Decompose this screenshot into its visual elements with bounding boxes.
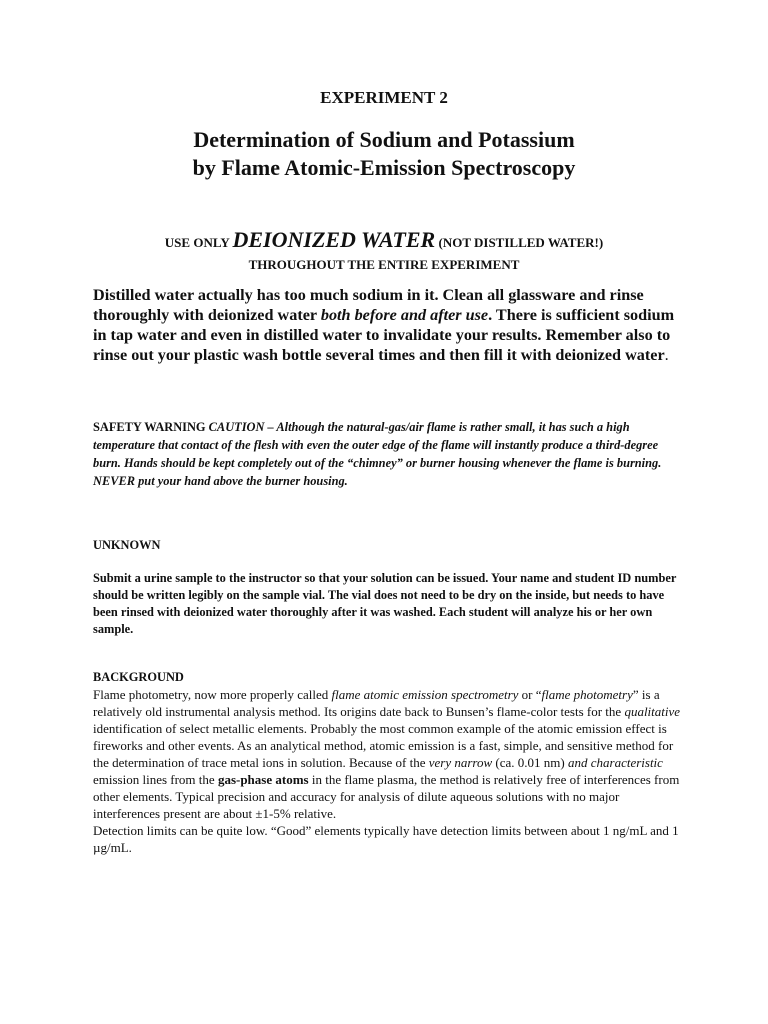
- bg-text-b: or “: [518, 687, 542, 702]
- intro-text-1: Distilled water actually has too much sodium in it. Clean all glassware and rinse thoroughly with deionized water: [93, 286, 644, 324]
- intro-text-2: . There is sufficient sodium in tap water and even in distilled water to invalidate your results. Remember also to rinse out your plastic wash bottle several times and then fill it with deionized water: [93, 306, 675, 364]
- intro-italic: both before and after use: [320, 306, 489, 324]
- bg-italic-1: flame atomic emission spectrometry: [331, 687, 519, 702]
- unknown-heading: UNKNOWN: [93, 538, 161, 552]
- water-notice: [0, 229, 768, 276]
- background-paragraph-1: [93, 686, 683, 822]
- safety-label: SAFETY WARNING: [93, 420, 209, 434]
- title-line-1: Determination of Sodium and Potassium: [193, 127, 575, 152]
- document-title: [0, 126, 768, 182]
- safety-text: CAUTION – Although the natural-gas/air flame is rather small, it has such a high temperature that contact of the flesh with even the outer edge of the flame will instantly produce a third-degree burn. Hands should be kept completely out of the “chimney” or burner housing whenever the flame is burning. NEVER put your hand above the burner housing.: [93, 420, 662, 488]
- notice-prefix: USE ONLY: [164, 235, 233, 250]
- water-notice-line-2: THROUGHOUT THE ENTIRE EXPERIMENT: [248, 257, 520, 272]
- bg-bold: gas-phase atoms: [217, 772, 309, 787]
- background-section: [93, 686, 683, 856]
- bg-text-f: emission lines from the: [93, 772, 218, 787]
- background-paragraph-2: Detection limits can be quite low. “Good” elements typically have detection limits between about 1 ng/mL and 1 µg/mL.: [93, 823, 679, 855]
- bg-italic-4: very narrow: [428, 755, 493, 770]
- bg-text-e: (ca. 0.01 nm): [492, 755, 568, 770]
- bg-italic-2: flame photometry: [541, 687, 633, 702]
- intro-end: .: [664, 346, 669, 364]
- intro-paragraph: [93, 285, 683, 365]
- bg-text-d: identification of select metallic elements. Probably the most common example of the atomic emission effect is fireworks and other events. As an analytical method, atomic emission is a fast, simple, and sensitive method for the determination of trace metal ions in solution. Because of the: [93, 721, 674, 770]
- bg-text-g: in the flame plasma, the method is relatively free of interferences from other elements. Typical precision and accuracy for analysis of dilute aqueous solutions with no major interferences present are about ±1-5% relative.: [93, 772, 680, 821]
- notice-suffix: (NOT DISTILLED WATER!): [435, 235, 604, 250]
- notice-emphasis: DEIONIZED WATER: [232, 227, 436, 252]
- experiment-number: EXPERIMENT 2: [320, 88, 448, 107]
- bg-italic-3: qualitative: [624, 704, 681, 719]
- background-heading: BACKGROUND: [93, 670, 184, 684]
- bg-text-a: Flame photometry, now more properly called: [93, 687, 332, 702]
- water-notice-line-1: [0, 229, 768, 254]
- safety-warning: [93, 418, 683, 490]
- title-line-2: by Flame Atomic-Emission Spectroscopy: [192, 155, 576, 180]
- bg-italic-5: and characteristic: [567, 755, 663, 770]
- unknown-paragraph: Submit a urine sample to the instructor so that your solution can be issued. Your name and student ID number should be written legibly on the sample vial. The vial does not need to be dry on the inside, but needs to have been rinsed with deionized water thoroughly after it was washed. Each student will analyze his or her own sample.: [93, 571, 677, 636]
- bg-text-c: ” is a relatively old instrumental analysis method. Its origins date back to Bunsen’s flame-color tests for the: [93, 687, 660, 719]
